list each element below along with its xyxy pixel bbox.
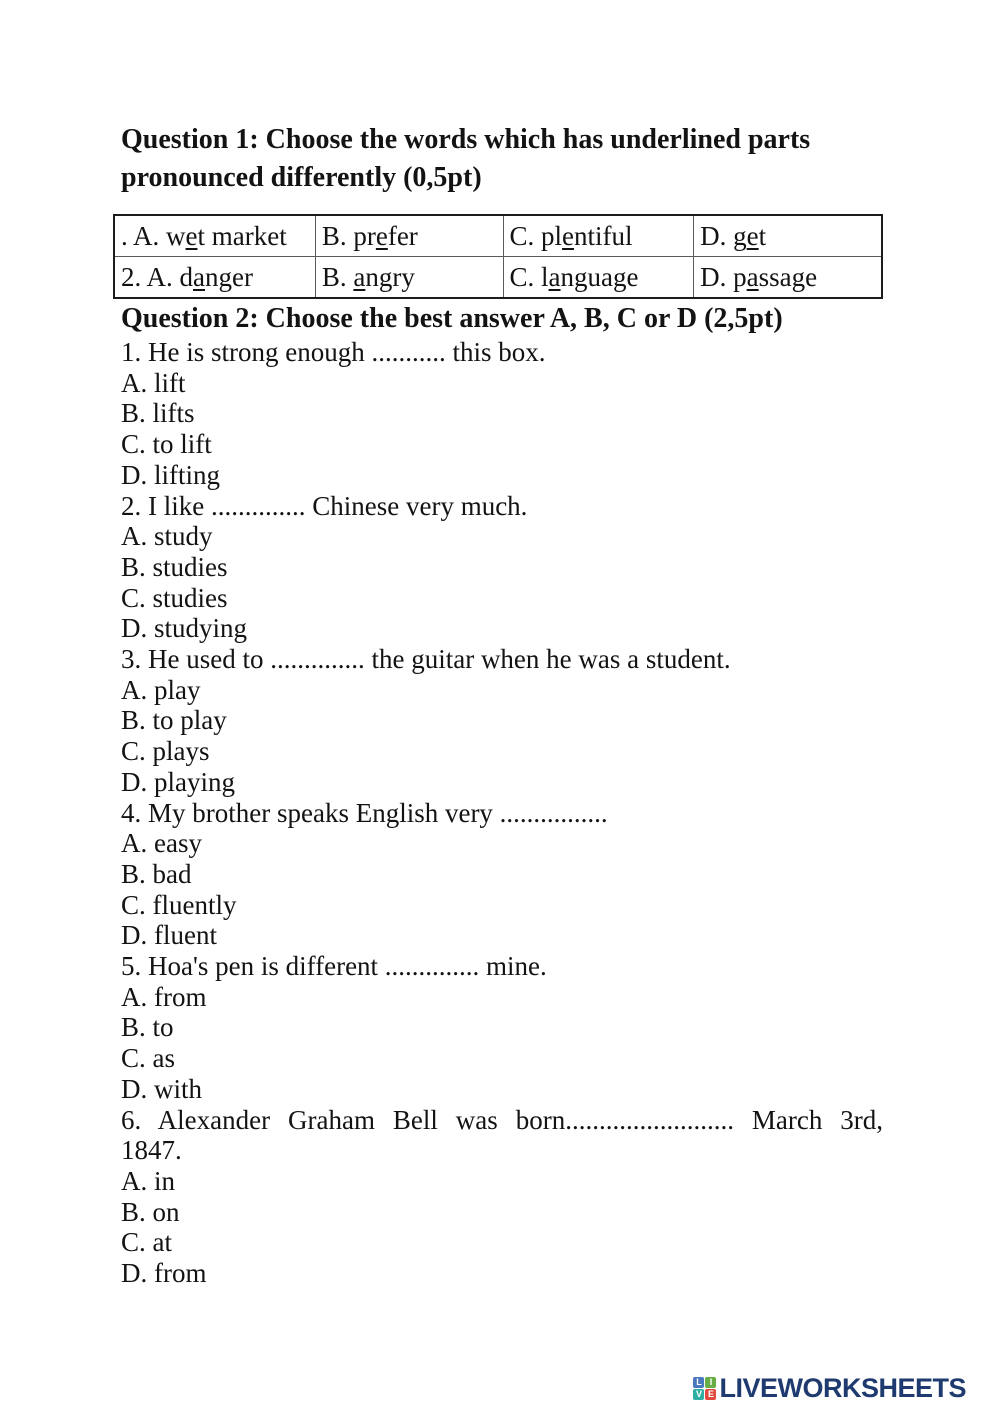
underlined-letter: a <box>353 261 366 292</box>
logo-square-l: L <box>693 1377 704 1388</box>
cell-text: C. pl <box>509 220 563 251</box>
table-row <box>114 215 882 257</box>
underlined-letter: e <box>746 220 759 251</box>
option-line: D. playing <box>121 766 235 797</box>
option-line: C. plays <box>121 736 210 767</box>
option-line: D. lifting <box>121 459 220 490</box>
question1-heading <box>121 121 883 197</box>
pronunciation-table <box>113 214 883 299</box>
cell-text: D. p <box>700 261 747 292</box>
cell-text: nger <box>205 261 253 292</box>
underlined-letter: e <box>185 220 198 251</box>
underlined-letter: a <box>193 261 205 292</box>
underlined-letter: e <box>375 220 388 251</box>
underlined-letter: a <box>548 261 561 292</box>
option-line: D. with <box>121 1073 202 1104</box>
option-line: A. study <box>121 521 213 552</box>
table-cell <box>503 257 694 299</box>
option-line: A. easy <box>121 828 202 859</box>
table-cell <box>503 215 694 257</box>
question-text-2: 2. I like .............. Chinese very much. <box>121 490 528 521</box>
table-cell <box>114 257 315 299</box>
cell-text: ssage <box>758 261 818 292</box>
table-cell <box>694 215 882 257</box>
cell-text: fer <box>387 220 418 251</box>
option-line: A. in <box>121 1165 175 1196</box>
option-line: B. bad <box>121 858 192 889</box>
worksheet-content <box>121 121 883 1289</box>
question-text-3: 3. He used to .............. the guitar when he was a student. <box>121 644 731 675</box>
question1-heading-line2: pronounced differently (0,5pt) <box>121 162 482 193</box>
table-cell <box>315 215 503 257</box>
cell-text: B. pr <box>321 220 376 251</box>
option-line: B. to <box>121 1012 174 1043</box>
cell-text: ntiful <box>574 220 633 251</box>
option-line: D. from <box>121 1258 207 1289</box>
option-line: C. at <box>121 1227 172 1258</box>
underlined-letter: e <box>562 220 575 251</box>
option-line: C. as <box>121 1043 175 1074</box>
liveworksheets-logo <box>693 1373 966 1404</box>
brand-wordmark: LIVEWORKSHEETS <box>719 1373 966 1403</box>
logo-square-i: I <box>705 1377 716 1388</box>
option-line: B. to play <box>121 705 227 736</box>
question2-heading: Question 2: Choose the best answer A, B, C or D (2,5pt) <box>121 303 783 334</box>
cell-text: ngry <box>365 261 415 292</box>
table-row <box>114 257 882 299</box>
underlined-letter: a <box>746 261 759 292</box>
cell-text: . A. w <box>121 220 186 251</box>
option-line: C. to lift <box>121 429 212 460</box>
question-text-5: 5. Hoa's pen is different .............. mine. <box>121 951 547 982</box>
cell-text: nguage <box>560 261 639 292</box>
cell-text: 2. A. d <box>121 261 194 292</box>
logo-square-v: V <box>693 1389 704 1400</box>
question-text-6-continued: 1847. <box>121 1135 182 1166</box>
option-line: A. from <box>121 981 207 1012</box>
option-line: B. lifts <box>121 398 195 429</box>
cell-text: t market <box>197 220 287 251</box>
cell-text: D. g <box>700 220 747 251</box>
option-line: D. fluent <box>121 920 217 951</box>
liveworksheets-icon <box>693 1377 716 1400</box>
cell-text: t <box>758 220 767 251</box>
question-text-6: 6. Alexander Graham Bell was born......................... March 3rd, <box>121 1104 883 1135</box>
question-text-1: 1. He is strong enough ........... this box. <box>121 337 546 367</box>
option-line: C. fluently <box>121 889 237 920</box>
option-line: B. studies <box>121 551 228 582</box>
table-cell <box>114 215 315 257</box>
option-line: C. studies <box>121 582 228 613</box>
question1-heading-line1: Question 1: Choose the words which has underlined parts <box>121 124 811 155</box>
option-line: D. studying <box>121 613 248 644</box>
question-text-4: 4. My brother speaks English very ................ <box>121 797 608 828</box>
table-cell <box>315 257 503 299</box>
table-cell <box>694 257 882 299</box>
cell-text: B. <box>321 261 354 292</box>
option-line: A. play <box>121 674 201 705</box>
logo-square-e: E <box>705 1389 716 1400</box>
option-line: A. lift <box>121 367 186 398</box>
option-line: B. on <box>121 1196 180 1227</box>
cell-text: C. l <box>509 261 549 292</box>
